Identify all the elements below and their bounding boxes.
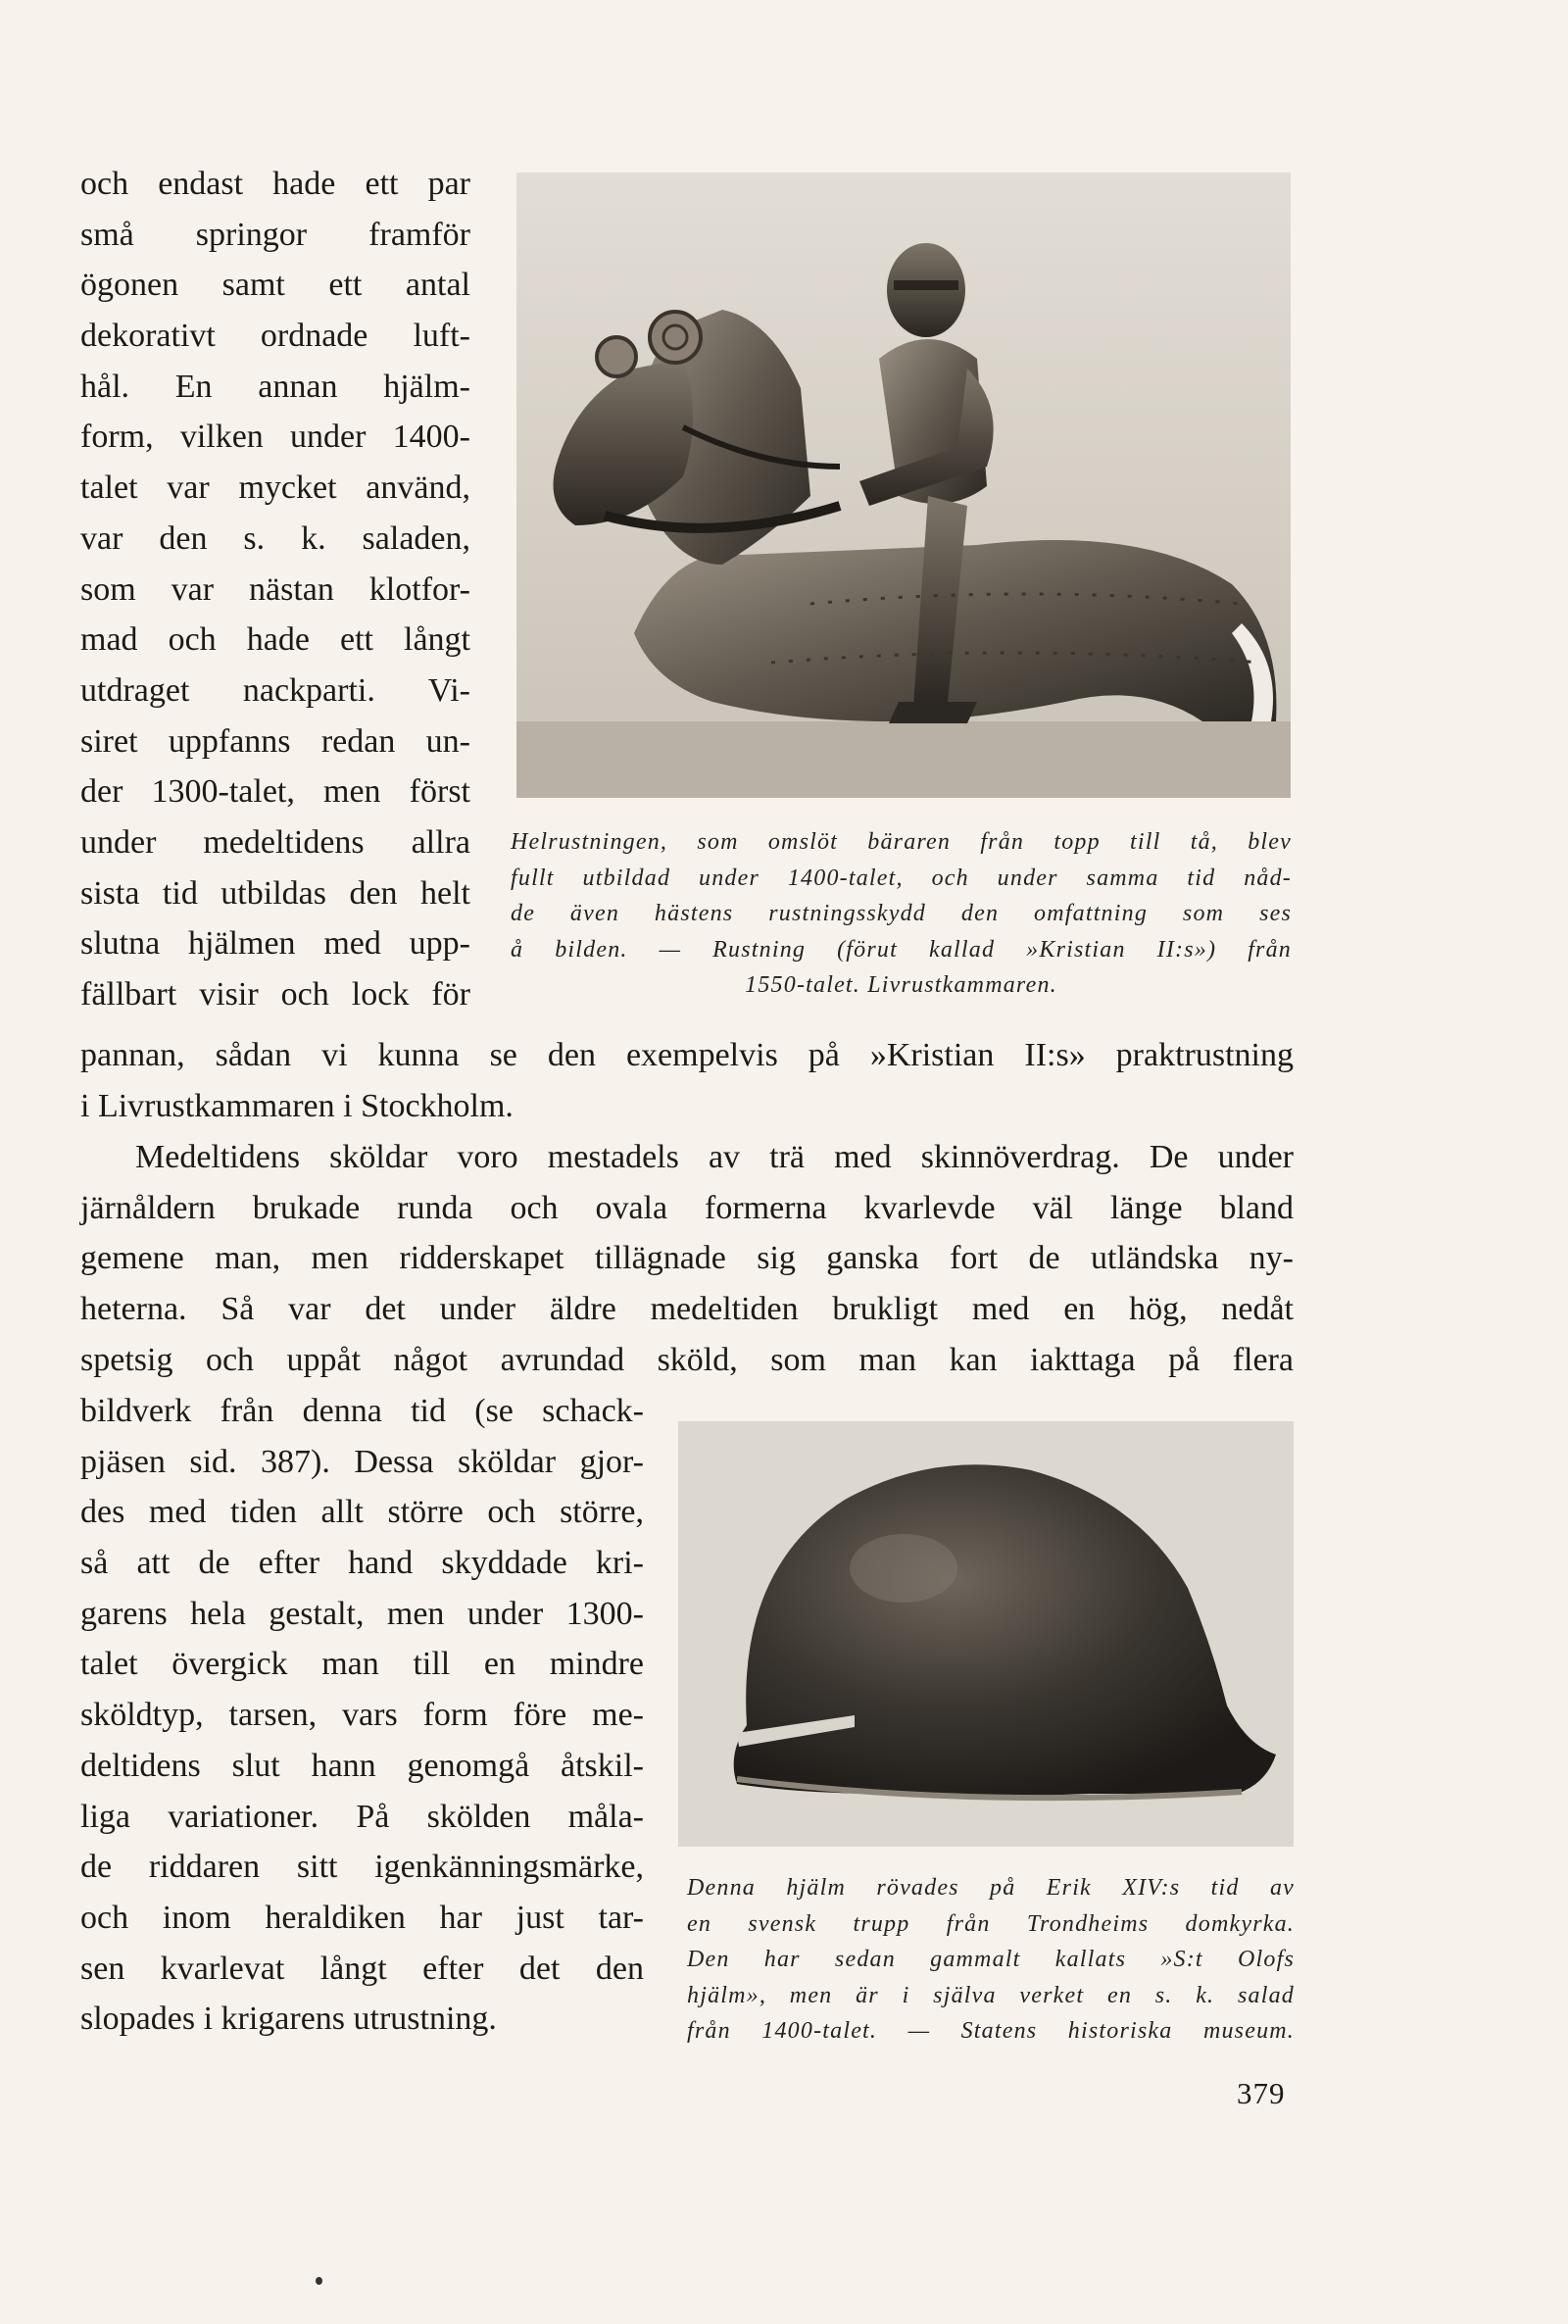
text-line: utdraget nackparti. Vi- xyxy=(80,671,470,709)
text-line: dekorativt ordnade luft- xyxy=(80,318,470,355)
caption-line: å bilden. — Rustning (förut kallad »Kristian II:s») från xyxy=(511,936,1292,963)
page-number: 379 xyxy=(1237,2076,1286,2110)
text-line: bildverk från denna tid (se schack- xyxy=(80,1393,644,1429)
caption-line: från 1400-talet. — Statens historiska museum. xyxy=(687,2018,1295,2044)
knight-on-horse-illustration xyxy=(516,173,1291,798)
ink-speck xyxy=(316,2277,322,2285)
figure2-caption xyxy=(687,1870,1295,2050)
text-line: och inom heraldiken har just tar- xyxy=(80,1899,644,1936)
caption-line: 1550-talet. Livrustkammaren. xyxy=(745,972,1057,998)
text-line: i Livrustkammaren i Stockholm. xyxy=(80,1087,514,1124)
sallet-helmet-photo xyxy=(678,1421,1294,1847)
sallet-helmet-illustration xyxy=(678,1421,1294,1847)
text-line: siret uppfanns redan un- xyxy=(80,722,470,760)
top-left-text-column xyxy=(80,159,470,1020)
text-line: under medeltidens allra xyxy=(80,823,470,861)
caption-line: Helrustningen, som omslöt bäraren från topp till tå, blev xyxy=(511,829,1292,855)
text-line: spetsig och uppåt något avrundad sköld, som man kan iakttaga på flera xyxy=(80,1341,1294,1378)
text-line: slutna hjälmen med upp- xyxy=(80,925,470,963)
text-line: form, vilken under 1400- xyxy=(80,419,470,456)
text-line: sen kvarlevat långt efter det den xyxy=(80,1950,644,1987)
caption-line: Denna hjälm rövades på Erik XIV:s tid av xyxy=(687,1875,1295,1901)
text-line: liga variationer. På skölden måla- xyxy=(80,1798,644,1835)
text-line: pannan, sådan vi kunna se den exempelvis på »Kristian II:s» praktrustning xyxy=(80,1037,1294,1073)
text-line: heterna. Så var det under äldre medeltiden brukligt med en hög, nedåt xyxy=(80,1291,1294,1328)
caption-line: Den har sedan gammalt kallats »S:t Olofs xyxy=(687,1947,1295,1972)
text-line: pjäsen sid. 387). Dessa sköldar gjor- xyxy=(80,1443,644,1480)
text-line: sköldtyp, tarsen, vars form före me- xyxy=(80,1697,644,1734)
text-line: slopades i krigarens utrustning. xyxy=(80,2001,497,2038)
knight-armor-photo xyxy=(516,173,1291,798)
paragraph-shields xyxy=(80,1132,1294,1385)
caption-line: fullt utbildad under 1400-talet, och under samma tid nåd- xyxy=(511,865,1292,891)
text-line: hål. En annan hjälm- xyxy=(80,368,470,405)
text-line: Medeltidens sköldar voro mestadels av trä med skinnöverdrag. De under xyxy=(135,1139,1294,1175)
text-line: och endast hade ett par xyxy=(80,166,470,202)
text-line: talet övergick man till en mindre xyxy=(80,1646,644,1683)
text-line: mad och hade ett långt xyxy=(80,621,470,659)
text-line: garens hela gestalt, men under 1300- xyxy=(80,1595,644,1632)
text-line: ögonen samt ett antal xyxy=(80,267,470,304)
text-line: järnåldern brukade runda och ovala formerna kvarlevde väl länge bland xyxy=(80,1189,1294,1226)
caption-line: de även hästens rustningsskydd den omfattning som ses xyxy=(511,901,1292,926)
caption-line: en svensk trupp från Trondheims domkyrka. xyxy=(687,1910,1295,1937)
text-line: fällbart visir och lock för xyxy=(80,976,470,1013)
text-line: så att de efter hand skyddade kri- xyxy=(80,1545,644,1582)
text-line: gemene man, men ridderskapet tillägnade sig ganska fort de utländska ny- xyxy=(80,1240,1294,1277)
text-line: des med tiden allt större och större, xyxy=(80,1494,644,1531)
text-line: var den s. k. saladen, xyxy=(80,519,470,557)
figure1-caption xyxy=(511,824,1292,1004)
text-line: talet var mycket använd, xyxy=(80,470,470,507)
text-line: små springor framför xyxy=(80,216,470,253)
text-line: deltidens slut hann genomgå åtskil- xyxy=(80,1747,644,1784)
text-line: sista tid utbildas den helt xyxy=(80,874,470,912)
text-line: der 1300-talet, men först xyxy=(80,773,470,811)
full-width-text-1 xyxy=(80,1030,1294,1131)
text-line: de riddaren sitt igenkänningsmärke, xyxy=(80,1849,644,1886)
text-line: som var nästan klotfor- xyxy=(80,570,470,608)
caption-line: hjälm», men är i själva verket en s. k. salad xyxy=(687,1982,1295,2008)
bottom-left-text-column xyxy=(80,1386,644,2045)
